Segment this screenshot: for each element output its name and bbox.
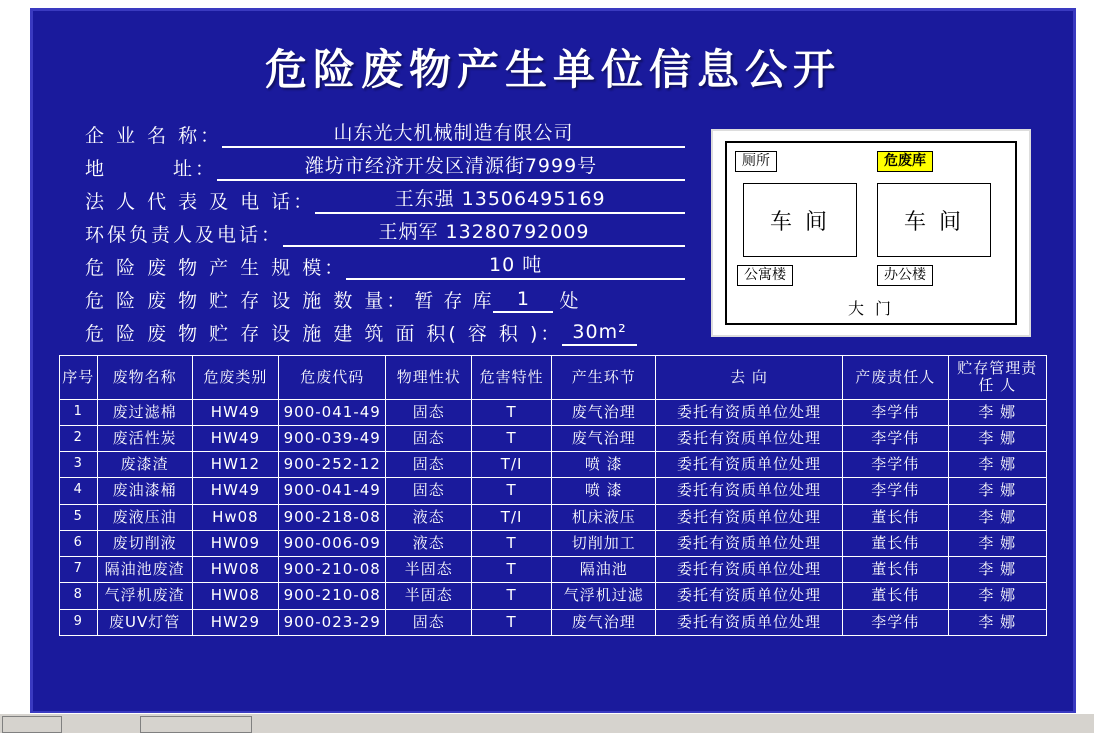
cell-waste-name: 废活性炭	[97, 425, 192, 451]
taskbar-button-1[interactable]	[2, 716, 62, 733]
facility-count-suffix: 处	[559, 290, 581, 312]
cell-destination: 委托有资质单位处理	[656, 583, 843, 609]
cell-waste-category: HW49	[192, 478, 278, 504]
cell-waste-responsible-person: 董长伟	[842, 583, 948, 609]
info-label-legal-rep: 法 人 代 表 及 电 话：	[85, 191, 316, 213]
th-waste-code: 危废代码	[279, 356, 386, 400]
cell-waste-responsible-person: 李学伟	[842, 399, 948, 425]
info-row-legal-rep	[85, 181, 685, 214]
info-label-env-officer: 环保负责人及电话：	[85, 224, 284, 246]
map-label-apartment: 公寓楼	[737, 265, 793, 286]
cell-index: 9	[60, 609, 98, 635]
cell-waste-responsible-person: 李学伟	[842, 452, 948, 478]
map-label-gate: 大 门	[847, 299, 895, 318]
cell-waste-category: HW08	[192, 557, 278, 583]
info-row-facility-count	[85, 280, 685, 313]
cell-waste-responsible-person: 李学伟	[842, 609, 948, 635]
cell-physical-state: 固态	[386, 399, 471, 425]
cell-waste-responsible-person: 董长伟	[842, 530, 948, 556]
cell-index: 3	[60, 452, 98, 478]
cell-destination: 委托有资质单位处理	[656, 530, 843, 556]
cell-storage-responsible-person: 李 娜	[948, 530, 1046, 556]
cell-hazard-property: T	[471, 478, 551, 504]
cell-hazard-property: T/I	[471, 504, 551, 530]
table-row	[60, 399, 1047, 425]
info-row-company	[85, 115, 685, 148]
map-label-hazardous-waste-store: 危废库	[877, 151, 933, 172]
info-value-company: 山东光大机械制造有限公司	[222, 118, 685, 148]
table-row	[60, 425, 1047, 451]
cell-destination: 委托有资质单位处理	[656, 399, 843, 425]
taskbar-button-2[interactable]	[140, 716, 252, 733]
table-row	[60, 504, 1047, 530]
table-row	[60, 609, 1047, 635]
info-label-facility-count: 危 险 废 物 贮 存 设 施 数 量：	[85, 290, 409, 312]
map-label-toilet: 厕所	[735, 151, 777, 172]
info-value-legal-rep: 王东强 13506495169	[315, 184, 685, 214]
facility-area-value: 30m²	[562, 321, 636, 346]
cell-index: 1	[60, 399, 98, 425]
facility-count-value: 1	[493, 288, 553, 313]
cell-waste-code: 900-041-49	[279, 399, 386, 425]
info-label-company: 企 业 名 称：	[85, 125, 223, 147]
cell-waste-name: 废切削液	[97, 530, 192, 556]
table-header-row	[60, 356, 1047, 400]
map-label-office: 办公楼	[877, 265, 933, 286]
cell-waste-category: HW08	[192, 583, 278, 609]
cell-waste-name: 废液压油	[97, 504, 192, 530]
info-value-address: 潍坊市经济开发区清源街7999号	[217, 151, 685, 181]
cell-physical-state: 固态	[386, 452, 471, 478]
cell-waste-responsible-person: 李学伟	[842, 478, 948, 504]
th-hazard-property: 危害特性	[471, 356, 551, 400]
site-map-border	[725, 141, 1017, 325]
cell-destination: 委托有资质单位处理	[656, 504, 843, 530]
cell-generation-stage: 喷 漆	[552, 452, 656, 478]
cell-storage-responsible-person: 李 娜	[948, 557, 1046, 583]
cell-waste-category: HW49	[192, 399, 278, 425]
table-row	[60, 557, 1047, 583]
cell-waste-code: 900-252-12	[279, 452, 386, 478]
cell-destination: 委托有资质单位处理	[656, 452, 843, 478]
information-board	[30, 8, 1076, 714]
cell-hazard-property: T	[471, 583, 551, 609]
info-row-address	[85, 148, 685, 181]
cell-index: 2	[60, 425, 98, 451]
th-index: 序号	[60, 356, 98, 400]
info-row-scale	[85, 247, 685, 280]
site-map	[711, 129, 1031, 337]
cell-hazard-property: T	[471, 530, 551, 556]
cell-storage-responsible-person: 李 娜	[948, 452, 1046, 478]
th-storage-responsible-person: 贮存管理责 任 人	[948, 356, 1046, 400]
cell-waste-category: HW29	[192, 609, 278, 635]
cell-generation-stage: 机床液压	[552, 504, 656, 530]
cell-waste-responsible-person: 董长伟	[842, 557, 948, 583]
cell-physical-state: 半固态	[386, 583, 471, 609]
cell-generation-stage: 废气治理	[552, 609, 656, 635]
cell-hazard-property: T	[471, 425, 551, 451]
cell-waste-name: 废油漆桶	[97, 478, 192, 504]
cell-waste-name: 气浮机废渣	[97, 583, 192, 609]
cell-generation-stage: 废气治理	[552, 399, 656, 425]
cell-generation-stage: 喷 漆	[552, 478, 656, 504]
map-room-workshop-right: 车 间	[877, 183, 991, 257]
cell-physical-state: 固态	[386, 425, 471, 451]
cell-generation-stage: 废气治理	[552, 425, 656, 451]
cell-physical-state: 半固态	[386, 557, 471, 583]
cell-waste-code: 900-006-09	[279, 530, 386, 556]
info-row-facility-area	[85, 313, 685, 346]
cell-waste-category: HW12	[192, 452, 278, 478]
cell-physical-state: 液态	[386, 504, 471, 530]
info-row-env-officer	[85, 214, 685, 247]
cell-waste-name: 废过滤棉	[97, 399, 192, 425]
th-generation-stage: 产生环节	[552, 356, 656, 400]
waste-table	[59, 355, 1047, 636]
cell-index: 5	[60, 504, 98, 530]
cell-index: 6	[60, 530, 98, 556]
th-waste-category: 危废类别	[192, 356, 278, 400]
table-row	[60, 478, 1047, 504]
page-title: 危险废物产生单位信息公开	[264, 45, 841, 94]
table-body	[60, 399, 1047, 635]
cell-storage-responsible-person: 李 娜	[948, 425, 1046, 451]
info-label-address: 地 址：	[85, 158, 218, 180]
cell-storage-responsible-person: 李 娜	[948, 399, 1046, 425]
th-waste-name: 废物名称	[97, 356, 192, 400]
cell-physical-state: 液态	[386, 530, 471, 556]
cell-generation-stage: 隔油池	[552, 557, 656, 583]
cell-waste-code: 900-210-08	[279, 557, 386, 583]
cell-hazard-property: T	[471, 399, 551, 425]
cell-waste-category: HW09	[192, 530, 278, 556]
cell-waste-responsible-person: 董长伟	[842, 504, 948, 530]
table-row	[60, 452, 1047, 478]
company-info-block	[85, 115, 685, 346]
cell-waste-category: HW49	[192, 425, 278, 451]
cell-waste-code: 900-210-08	[279, 583, 386, 609]
cell-waste-name: 废漆渣	[97, 452, 192, 478]
cell-physical-state: 固态	[386, 478, 471, 504]
cell-index: 7	[60, 557, 98, 583]
info-label-scale: 危 险 废 物 产 生 规 模：	[85, 257, 347, 279]
cell-waste-code: 900-023-29	[279, 609, 386, 635]
cell-generation-stage: 切削加工	[552, 530, 656, 556]
info-value-env-officer: 王炳军 13280792009	[283, 217, 685, 247]
facility-count-prefix: 暂 存 库	[414, 290, 494, 312]
cell-waste-name: 隔油池废渣	[97, 557, 192, 583]
cell-index: 8	[60, 583, 98, 609]
table-row	[60, 530, 1047, 556]
cell-index: 4	[60, 478, 98, 504]
th-physical-state: 物理性状	[386, 356, 471, 400]
cell-storage-responsible-person: 李 娜	[948, 504, 1046, 530]
map-room-workshop-left: 车 间	[743, 183, 857, 257]
cell-generation-stage: 气浮机过滤	[552, 583, 656, 609]
cell-destination: 委托有资质单位处理	[656, 609, 843, 635]
th-destination: 去 向	[656, 356, 843, 400]
cell-waste-code: 900-218-08	[279, 504, 386, 530]
cell-destination: 委托有资质单位处理	[656, 557, 843, 583]
cell-storage-responsible-person: 李 娜	[948, 478, 1046, 504]
cell-waste-code: 900-039-49	[279, 425, 386, 451]
cell-physical-state: 固态	[386, 609, 471, 635]
info-label-facility-area: 危 险 废 物 贮 存 设 施 建 筑 面 积( 容 积 )：	[85, 323, 563, 345]
cell-hazard-property: T/I	[471, 452, 551, 478]
taskbar	[0, 713, 1094, 733]
cell-hazard-property: T	[471, 609, 551, 635]
cell-destination: 委托有资质单位处理	[656, 425, 843, 451]
cell-storage-responsible-person: 李 娜	[948, 583, 1046, 609]
th-waste-responsible-person: 产废责任人	[842, 356, 948, 400]
cell-waste-code: 900-041-49	[279, 478, 386, 504]
cell-waste-category: Hw08	[192, 504, 278, 530]
cell-storage-responsible-person: 李 娜	[948, 609, 1046, 635]
info-value-scale: 10 吨	[346, 250, 685, 280]
cell-waste-responsible-person: 李学伟	[842, 425, 948, 451]
cell-waste-name: 废UV灯管	[97, 609, 192, 635]
cell-destination: 委托有资质单位处理	[656, 478, 843, 504]
table-row	[60, 583, 1047, 609]
cell-hazard-property: T	[471, 557, 551, 583]
waste-table-wrapper	[59, 355, 1047, 636]
